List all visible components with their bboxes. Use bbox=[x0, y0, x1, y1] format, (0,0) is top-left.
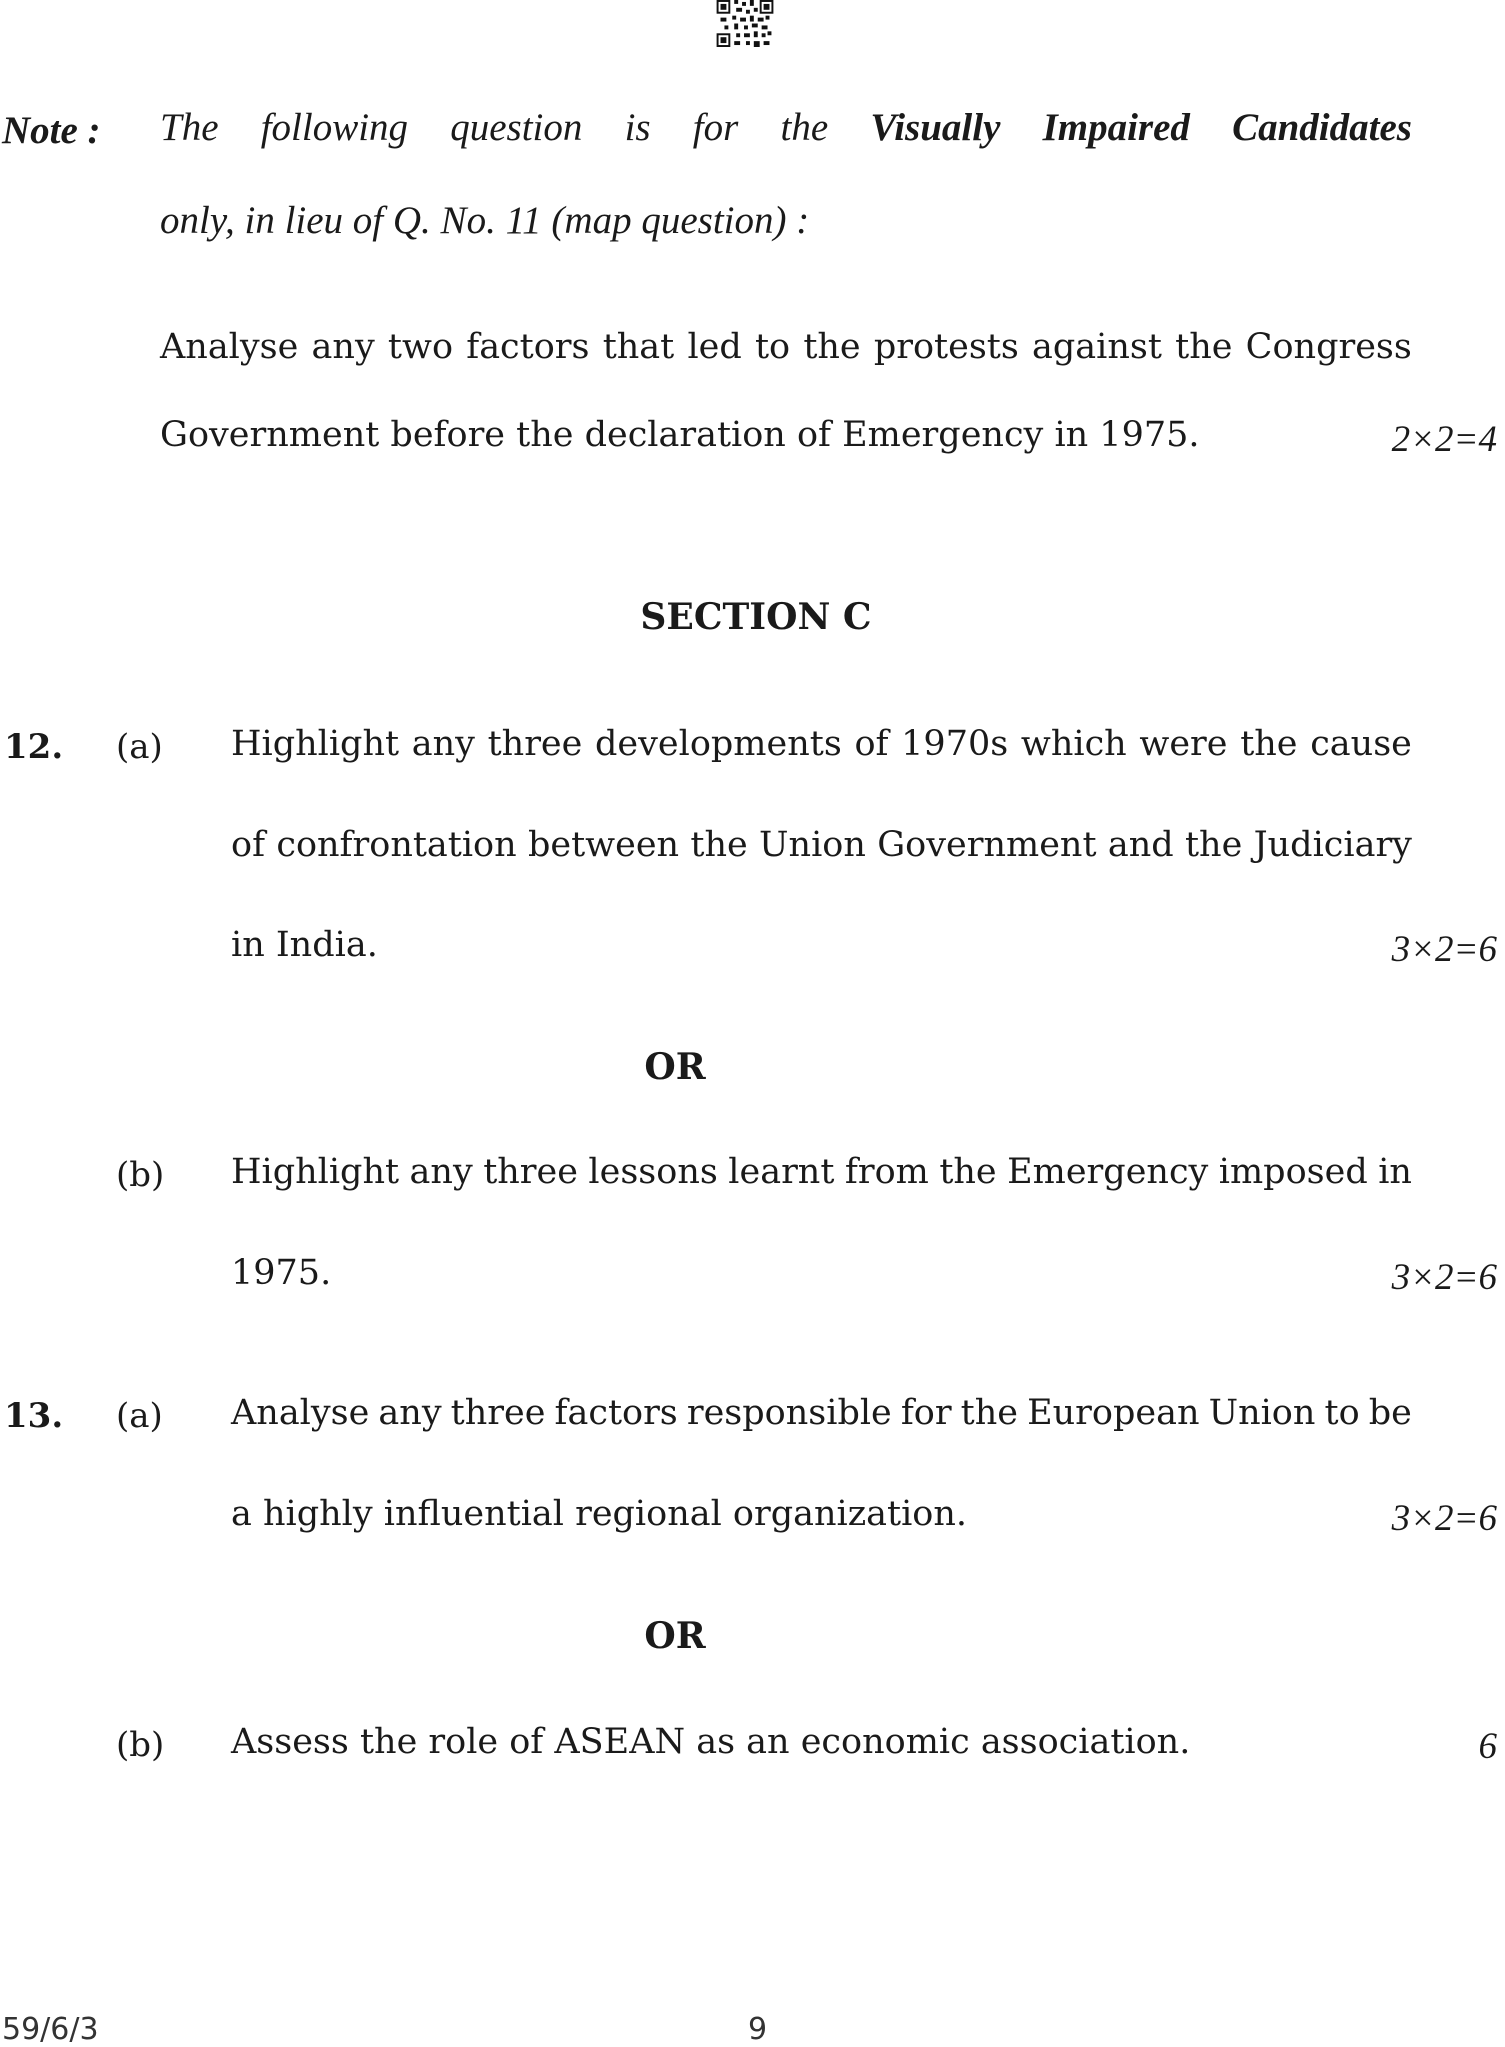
qr-code-image bbox=[716, 0, 774, 47]
or-divider: OR bbox=[644, 1046, 706, 1088]
q12a-word: between bbox=[527, 825, 680, 865]
q13a-line1 bbox=[231, 1393, 1412, 1433]
q12b-word: in bbox=[1378, 1152, 1412, 1192]
q13a-word: any bbox=[378, 1393, 442, 1433]
note-word: The bbox=[160, 106, 219, 149]
q13b-line1: Assess the role of ASEAN as an economic association. bbox=[231, 1722, 1191, 1762]
note-word: following bbox=[260, 106, 409, 149]
question-word: to bbox=[754, 327, 791, 367]
q12a-line1 bbox=[231, 724, 1412, 764]
note-word: for bbox=[692, 106, 739, 149]
q12b-line1 bbox=[231, 1152, 1412, 1192]
question-word: the bbox=[1175, 327, 1233, 367]
q12a-word: Government bbox=[877, 825, 1097, 865]
q12b-marks: 3×2=6 bbox=[1391, 1257, 1497, 1298]
question-number: 12. bbox=[4, 727, 64, 767]
q12b-word: Highlight bbox=[231, 1152, 400, 1192]
q12a-word: developments bbox=[595, 724, 842, 764]
question-word: two bbox=[387, 327, 454, 367]
note-word: the bbox=[780, 106, 829, 149]
note-word: question bbox=[450, 106, 583, 149]
q12a-word: the bbox=[1240, 724, 1298, 764]
question-part-label: (b) bbox=[116, 1155, 165, 1195]
note-bold-word: Impaired bbox=[1042, 106, 1190, 149]
q12a-word: the bbox=[1184, 825, 1243, 865]
q12b-word: imposed bbox=[1218, 1152, 1368, 1192]
q13a-word: Analyse bbox=[231, 1393, 370, 1433]
question-number: 13. bbox=[4, 1396, 64, 1436]
note-marks: 2×2=4 bbox=[1391, 419, 1497, 460]
or-divider: OR bbox=[644, 1615, 706, 1657]
note-question-line2: Government before the declaration of Emergency in 1975. bbox=[160, 415, 1200, 455]
q13a-line2: a highly influential regional organization. bbox=[231, 1494, 968, 1534]
note-line2: only, in lieu of Q. No. 11 (map question) : bbox=[160, 199, 810, 242]
note-word: is bbox=[624, 106, 651, 149]
page-number: 9 bbox=[748, 2012, 768, 2047]
q12a-word: were bbox=[1139, 724, 1228, 764]
question-word: protests bbox=[873, 327, 1019, 367]
q12a-word: the bbox=[690, 825, 748, 865]
q12a-word: 1970s bbox=[901, 724, 1009, 764]
q12a-word: of bbox=[854, 724, 889, 764]
q12a-word: which bbox=[1020, 724, 1127, 764]
q13a-word: Union bbox=[1208, 1393, 1316, 1433]
q12b-word: lessons bbox=[588, 1152, 718, 1192]
q13a-word: factors bbox=[554, 1393, 678, 1433]
question-word: against bbox=[1032, 327, 1162, 367]
note-label: Note : bbox=[2, 109, 101, 152]
q12a-word: and bbox=[1107, 825, 1174, 865]
q12a-line2 bbox=[231, 825, 1412, 865]
q12a-word: cause bbox=[1310, 724, 1412, 764]
section-heading: SECTION C bbox=[640, 596, 872, 638]
q12a-line3: in India. bbox=[231, 925, 378, 965]
question-word: that bbox=[602, 327, 675, 367]
q13b-marks: 6 bbox=[1478, 1726, 1497, 1767]
question-word: factors bbox=[466, 327, 590, 367]
q13a-marks: 3×2=6 bbox=[1391, 1498, 1497, 1539]
note-line1 bbox=[160, 108, 1412, 147]
question-part-label: (a) bbox=[116, 1396, 163, 1436]
q13a-word: the bbox=[960, 1393, 1018, 1433]
q12a-word: Judiciary bbox=[1253, 825, 1412, 865]
q12b-word: learnt bbox=[728, 1152, 835, 1192]
q13a-word: responsible bbox=[686, 1393, 892, 1433]
note-bold-word: Visually bbox=[870, 106, 1001, 149]
q12b-word: three bbox=[483, 1152, 578, 1192]
question-word: Analyse bbox=[160, 327, 299, 367]
q12a-word: of bbox=[231, 825, 266, 865]
q12a-marks: 3×2=6 bbox=[1391, 929, 1497, 970]
paper-code: 59/6/3 bbox=[2, 2012, 99, 2047]
note-question-line1 bbox=[160, 327, 1412, 367]
q12a-word: Union bbox=[759, 825, 866, 865]
q13a-word: for bbox=[900, 1393, 952, 1433]
q12a-word: any bbox=[411, 724, 475, 764]
q12b-word: Emergency bbox=[1007, 1152, 1209, 1192]
question-word: Congress bbox=[1245, 327, 1412, 367]
question-part-label: (b) bbox=[116, 1725, 165, 1765]
q13a-word: to bbox=[1324, 1393, 1360, 1433]
q12a-word: Highlight bbox=[231, 724, 400, 764]
question-part-label: (a) bbox=[116, 727, 163, 767]
q12a-word: confrontation bbox=[276, 825, 517, 865]
q13a-word: be bbox=[1368, 1393, 1412, 1433]
note-bold-word: Candidates bbox=[1232, 106, 1412, 149]
q12b-word: any bbox=[409, 1152, 473, 1192]
q13a-word: European bbox=[1027, 1393, 1200, 1433]
q12b-line2: 1975. bbox=[231, 1253, 332, 1293]
q13a-word: three bbox=[450, 1393, 546, 1433]
question-word: led bbox=[687, 327, 742, 367]
question-word: any bbox=[311, 327, 375, 367]
q12a-word: three bbox=[487, 724, 583, 764]
q12b-word: the bbox=[939, 1152, 997, 1192]
question-word: the bbox=[803, 327, 861, 367]
q12b-word: from bbox=[844, 1152, 929, 1192]
